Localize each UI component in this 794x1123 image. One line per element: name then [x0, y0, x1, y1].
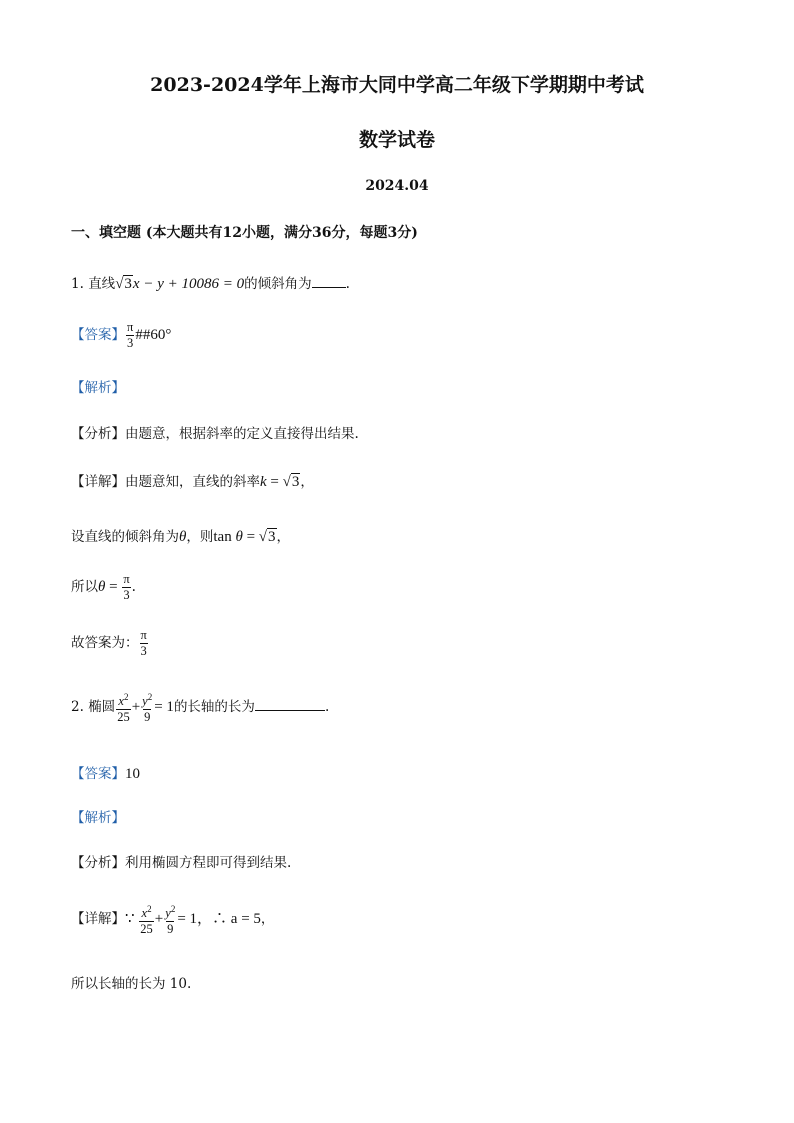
detail-line-2: 设直线的倾斜角为θ，则tan θ = √3，	[71, 529, 291, 545]
detail-line-3: 所以θ = $\frac{\pi}{3}$ .	[71, 572, 136, 602]
fraction-pi-over-3: $\frac{\pi}{3}$	[140, 628, 147, 658]
question-text: 的长轴的长为	[173, 699, 255, 716]
question-number: 1.	[71, 276, 84, 292]
fenxi-text: 由题意，根据斜率的定义直接得出结果.	[125, 426, 359, 442]
detail-tag: 【详解】	[71, 474, 125, 490]
detail-row: 【详解】由题意知，直线的斜率k = √3，	[71, 474, 314, 490]
fenxi-row	[71, 422, 359, 442]
fenxi-row	[71, 851, 291, 871]
analysis-tag: 【解析】	[71, 380, 125, 396]
line-equation: √3x − y + 10086 = 0	[115, 276, 245, 292]
fraction-y2-over-9: $\frac{y^2}{9}$	[142, 692, 153, 725]
answer-suffix: ##60°	[135, 327, 172, 343]
answer-blank	[255, 710, 325, 711]
detail-row: 【详解】∵ $\frac{x^2}{25}$ + $\frac{y^2}{9}$ = 1，∴ a = 5，	[71, 904, 275, 937]
document-subtitle: 数学试卷	[358, 129, 435, 151]
detail-tag: 【详解】	[71, 911, 125, 928]
detail-line-4: 故答案为： $\frac{\pi}{3}$	[71, 628, 147, 658]
question-text: 椭圆	[88, 699, 116, 716]
fenxi-text: 利用椭圆方程即可得到结果.	[125, 855, 292, 871]
answer-row	[71, 320, 171, 351]
question-2: 2. 椭圆 $\frac{x^2}{25}$ + $\frac{y^2}{9}$ = 1的长轴的长为 .	[71, 692, 330, 725]
fraction-pi-over-3: $\frac{\pi}{3}$	[127, 320, 134, 350]
answer-tag: 【答案】	[71, 766, 125, 782]
tan-equation: tan θ = √3	[213, 529, 276, 545]
answer-blank	[312, 287, 346, 288]
sqrt-symbol: √3	[115, 276, 132, 292]
fenxi-tag: 【分析】	[71, 855, 125, 871]
conclusion-text: 所以长轴的长为 10.	[71, 976, 192, 992]
section-heading: 一、填空题 (本大题共有12小题，满分36分，每题3分)	[71, 225, 418, 241]
fraction-pi-over-3: $\frac{\pi}{3}$	[123, 572, 130, 602]
document-title: 2023-2024学年上海市大同中学高二年级下学期期中考试	[150, 74, 644, 96]
fraction-x2-over-25: $\frac{x^2}{25}$	[117, 692, 130, 725]
slope-equation: k = √3	[260, 474, 300, 490]
question-1: 1. 直线√3x − y + 10086 = 0的倾斜角为 .	[71, 276, 350, 292]
fraction-x2-over-25: $\frac{x^2}{25}$	[140, 904, 153, 937]
answer-tag: 【答案】	[71, 327, 125, 343]
fraction-y2-over-9: $\frac{y^2}{9}$	[165, 904, 176, 937]
document-date: 2024.04	[365, 178, 429, 194]
question-text: 的倾斜角为	[244, 276, 312, 292]
question-number: 2.	[71, 699, 84, 716]
question-text: 直线	[88, 276, 116, 292]
fenxi-tag: 【分析】	[71, 426, 125, 442]
answer-row	[71, 762, 140, 783]
answer-value: 10	[125, 766, 140, 782]
analysis-tag: 【解析】	[71, 810, 125, 826]
